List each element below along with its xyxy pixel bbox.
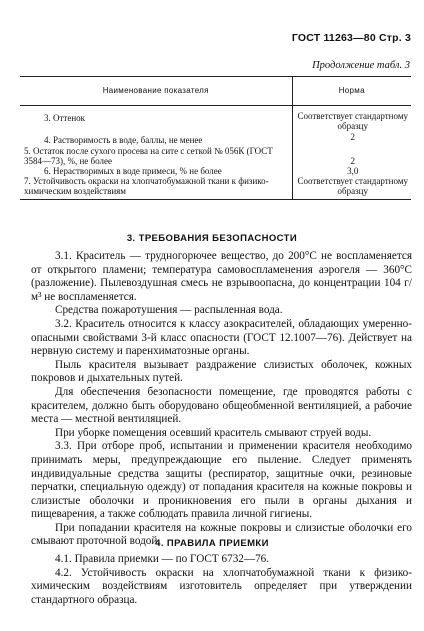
table-row [20, 131, 411, 145]
row-property: 4. Растворимость в воде, баллы, не менее [20, 131, 292, 145]
paragraph: Средства пожаротушения — распыленная вода. [55, 304, 283, 317]
row-property: 5. Остаток после сухого просева на сите с сеткой № 056К (ГОСТ 3584—73), %, не более [20, 145, 292, 166]
paragraph: Для обеспечения безопасности помещение, где проводятся работы с красителем, должно быть оборудовано общеобменной вентиляцией, а рабочие места — местной вентиляцией. [31, 385, 412, 426]
paragraph: 4.1. Правила приемки — по ГОСТ 6732—76. [55, 553, 270, 565]
properties-table [20, 76, 411, 200]
paragraph: 3.1. Краситель — трудногорючее вещество, до 200°С не воспламеняется от открытого пламени; температура самовоспламенения аэрогеля — 360°С (разложение). Пылевоздушная смесь не взрывоопасна, до концентрации 104 г/м³ не воспламеняется. [31, 250, 412, 303]
paragraph: Пыль красителя вызывает раздражение слизистых оболочек, кожных покровов и дыхательных путей. [31, 358, 412, 385]
column-header-norm: Норма [292, 77, 411, 106]
row-property: 7. Устойчивость окраски на хлопчатобумажной ткани к физико-химическим воздействиям [20, 176, 292, 200]
table-continuation-label: Продолжение табл. 3 [312, 60, 410, 71]
row-norm: 2 [350, 156, 355, 166]
row-norm: 2 [350, 132, 355, 142]
row-norm: Соответствует стандартному образцу [292, 176, 411, 200]
section-3-body [31, 250, 412, 549]
row-norm: Соответствует стандартному образцу [297, 111, 409, 131]
page-header: ГОСТ 11263—80 Стр. 3 [291, 32, 411, 44]
row-norm: 3,0 [347, 166, 359, 176]
paragraph: 4.2. Устойчивость окраски на хлопчатобумажной ткани к физико-химическим воздействиям изготовитель определяет при утверждении стандартного образца. [31, 566, 412, 606]
table-row [20, 106, 411, 132]
table-row [20, 166, 411, 176]
paragraph: При попадании красителя на кожные покровы и слизистые оболочки его смывают проточной водой. [31, 521, 412, 548]
table-row [20, 176, 411, 200]
paragraph: 3.2. Краситель относится к классу азокрасителей, обладающих умеренно-опасными свойствами 3-й класс опасности (ГОСТ 12.1007—76). Действует на нервную систему и паренхиматозные органы. [31, 317, 412, 358]
section-3-title: 3. ТРЕБОВАНИЯ БЕЗОПАСНОСТИ [126, 233, 298, 244]
section-4-title: 4. ПРАВИЛА ПРИЕМКИ [155, 538, 269, 549]
paragraph: При уборке помещения осевший краситель смывают струей воды. [55, 426, 372, 439]
row-property: 3. Оттенок [20, 106, 292, 132]
column-header-property: Наименование показателя [20, 77, 292, 106]
section-4-body [31, 553, 412, 607]
table-row [20, 145, 411, 166]
row-property: 6. Нерастворимых в воде примеси, % не более [20, 166, 292, 176]
paragraph: 3.3. При отборе проб, испытании и применении красителя необходимо принимать меры, предупреждающие его пыление. Следует применять индивидуальные средства защиты (респиратор, защитные очки, резиновые перчатки, специальную одежду) от попадания красителя на кожные покровы и слизистые оболочки и проникновения его пыли в органы дыхания и пищеварения, а также соблюдать правила личной гигиены. [31, 440, 412, 521]
